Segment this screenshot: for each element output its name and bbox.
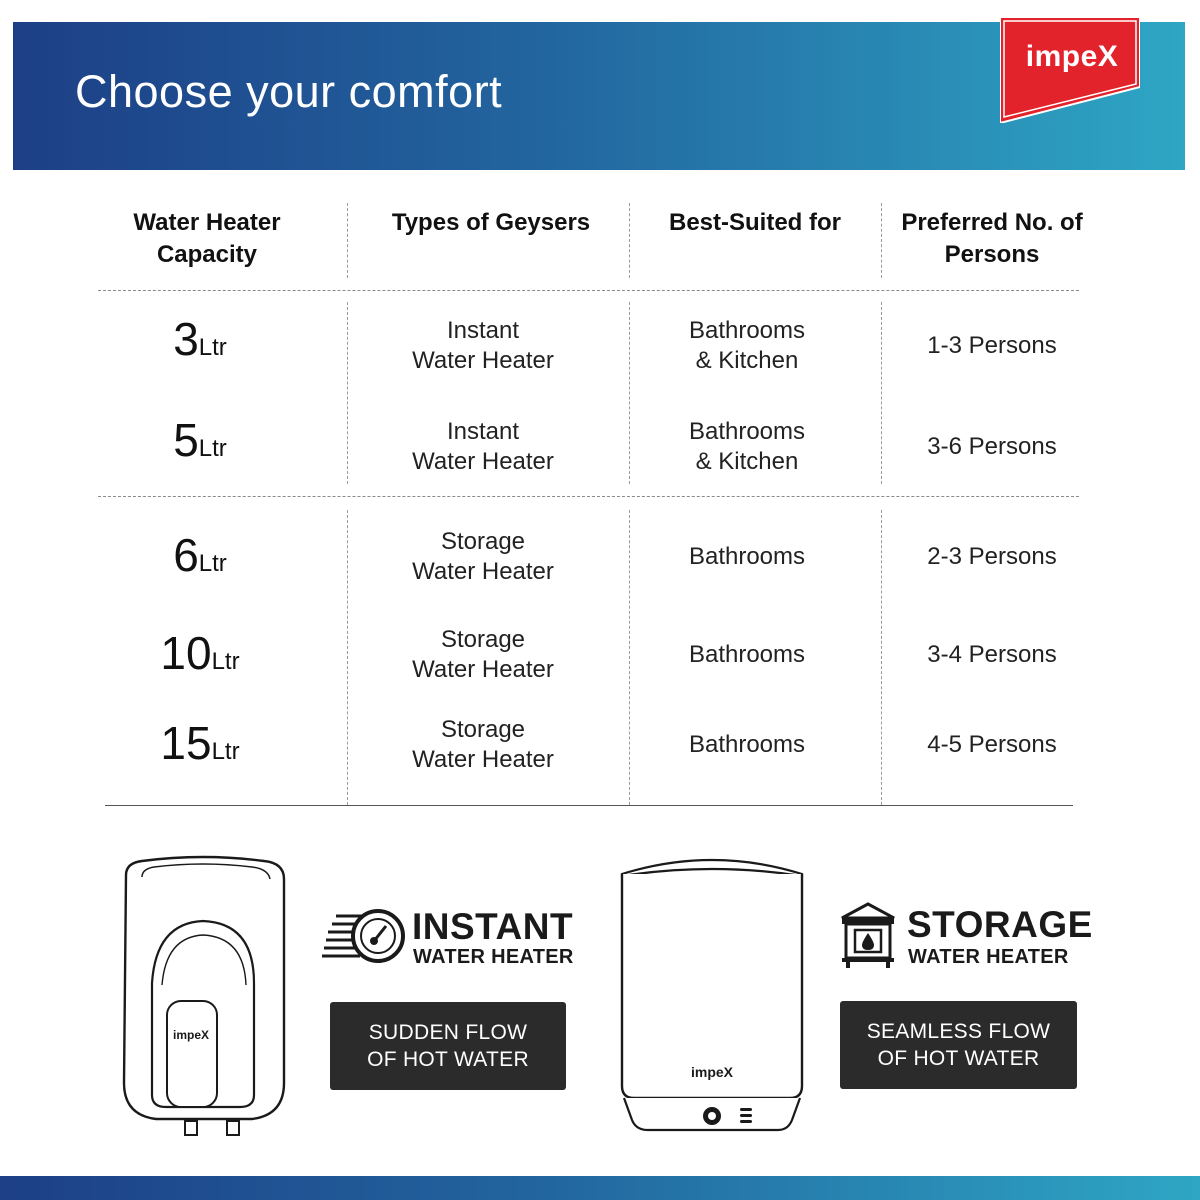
storage-feature-tag: SEAMLESS FLOW OF HOT WATER xyxy=(840,1001,1077,1089)
instant-water-heater-illustration xyxy=(112,855,294,1140)
footer-bar xyxy=(0,1176,1200,1200)
table-row-type: Storage Water Heater xyxy=(412,626,554,683)
table-row-persons: 4-5 Persons xyxy=(927,731,1057,758)
table-row-persons: 1-3 Persons xyxy=(927,332,1057,359)
column-divider xyxy=(347,302,348,484)
table-row-suited: Bathrooms xyxy=(688,641,806,668)
table-row-persons: 3-4 Persons xyxy=(927,641,1057,668)
table-row-suited: Bathrooms & Kitchen xyxy=(688,317,806,374)
page-title: Choose your comfort xyxy=(75,66,503,117)
column-header-type: Types of Geysers xyxy=(391,209,591,236)
column-header-suited: Best-Suited for xyxy=(668,209,841,236)
storage-feature-title: STORAGE xyxy=(907,904,1093,945)
brand-logo-text: impeX xyxy=(1025,40,1119,73)
instant-feature-tag: SUDDEN FLOW OF HOT WATER xyxy=(330,1002,566,1090)
column-divider xyxy=(347,203,348,278)
table-row-persons: 3-6 Persons xyxy=(927,433,1057,460)
column-divider xyxy=(629,203,630,278)
table-row-type: Instant Water Heater xyxy=(412,418,554,475)
instant-heater-brand-label: impeX xyxy=(172,1028,209,1042)
table-row-persons: 2-3 Persons xyxy=(927,543,1057,570)
row-divider xyxy=(98,290,1079,291)
table-bottom-border xyxy=(105,805,1073,806)
table-row-capacity: 6Ltr xyxy=(173,529,227,581)
table-row-type: Storage Water Heater xyxy=(412,528,554,585)
table-row-capacity: 10Ltr xyxy=(160,627,240,679)
table-row-capacity: 3Ltr xyxy=(173,313,227,365)
table-row-capacity: 5Ltr xyxy=(173,414,227,466)
column-header-persons: Preferred No. of Persons xyxy=(901,209,1083,268)
storage-water-heater-illustration xyxy=(616,854,808,1136)
storage-heater-brand-label: impeX xyxy=(690,1064,733,1080)
table-row-capacity: 15Ltr xyxy=(160,717,240,769)
water-tank-icon xyxy=(838,902,898,968)
column-header-capacity: Water Heater Capacity xyxy=(133,209,281,268)
column-divider xyxy=(347,510,348,805)
instant-feature-title: INSTANT xyxy=(412,906,574,947)
table-row-type: Storage Water Heater xyxy=(412,716,554,773)
storage-feature-subtitle: WATER HEATER xyxy=(908,946,1069,968)
speedometer-icon xyxy=(320,906,406,968)
table-row-suited: Bathrooms xyxy=(688,543,806,570)
row-divider xyxy=(98,496,1079,497)
table-row-suited: Bathrooms & Kitchen xyxy=(688,418,806,475)
table-row-suited: Bathrooms xyxy=(688,731,806,758)
column-divider xyxy=(881,203,882,278)
instant-feature-subtitle: WATER HEATER xyxy=(413,946,574,968)
table-row-type: Instant Water Heater xyxy=(412,317,554,374)
